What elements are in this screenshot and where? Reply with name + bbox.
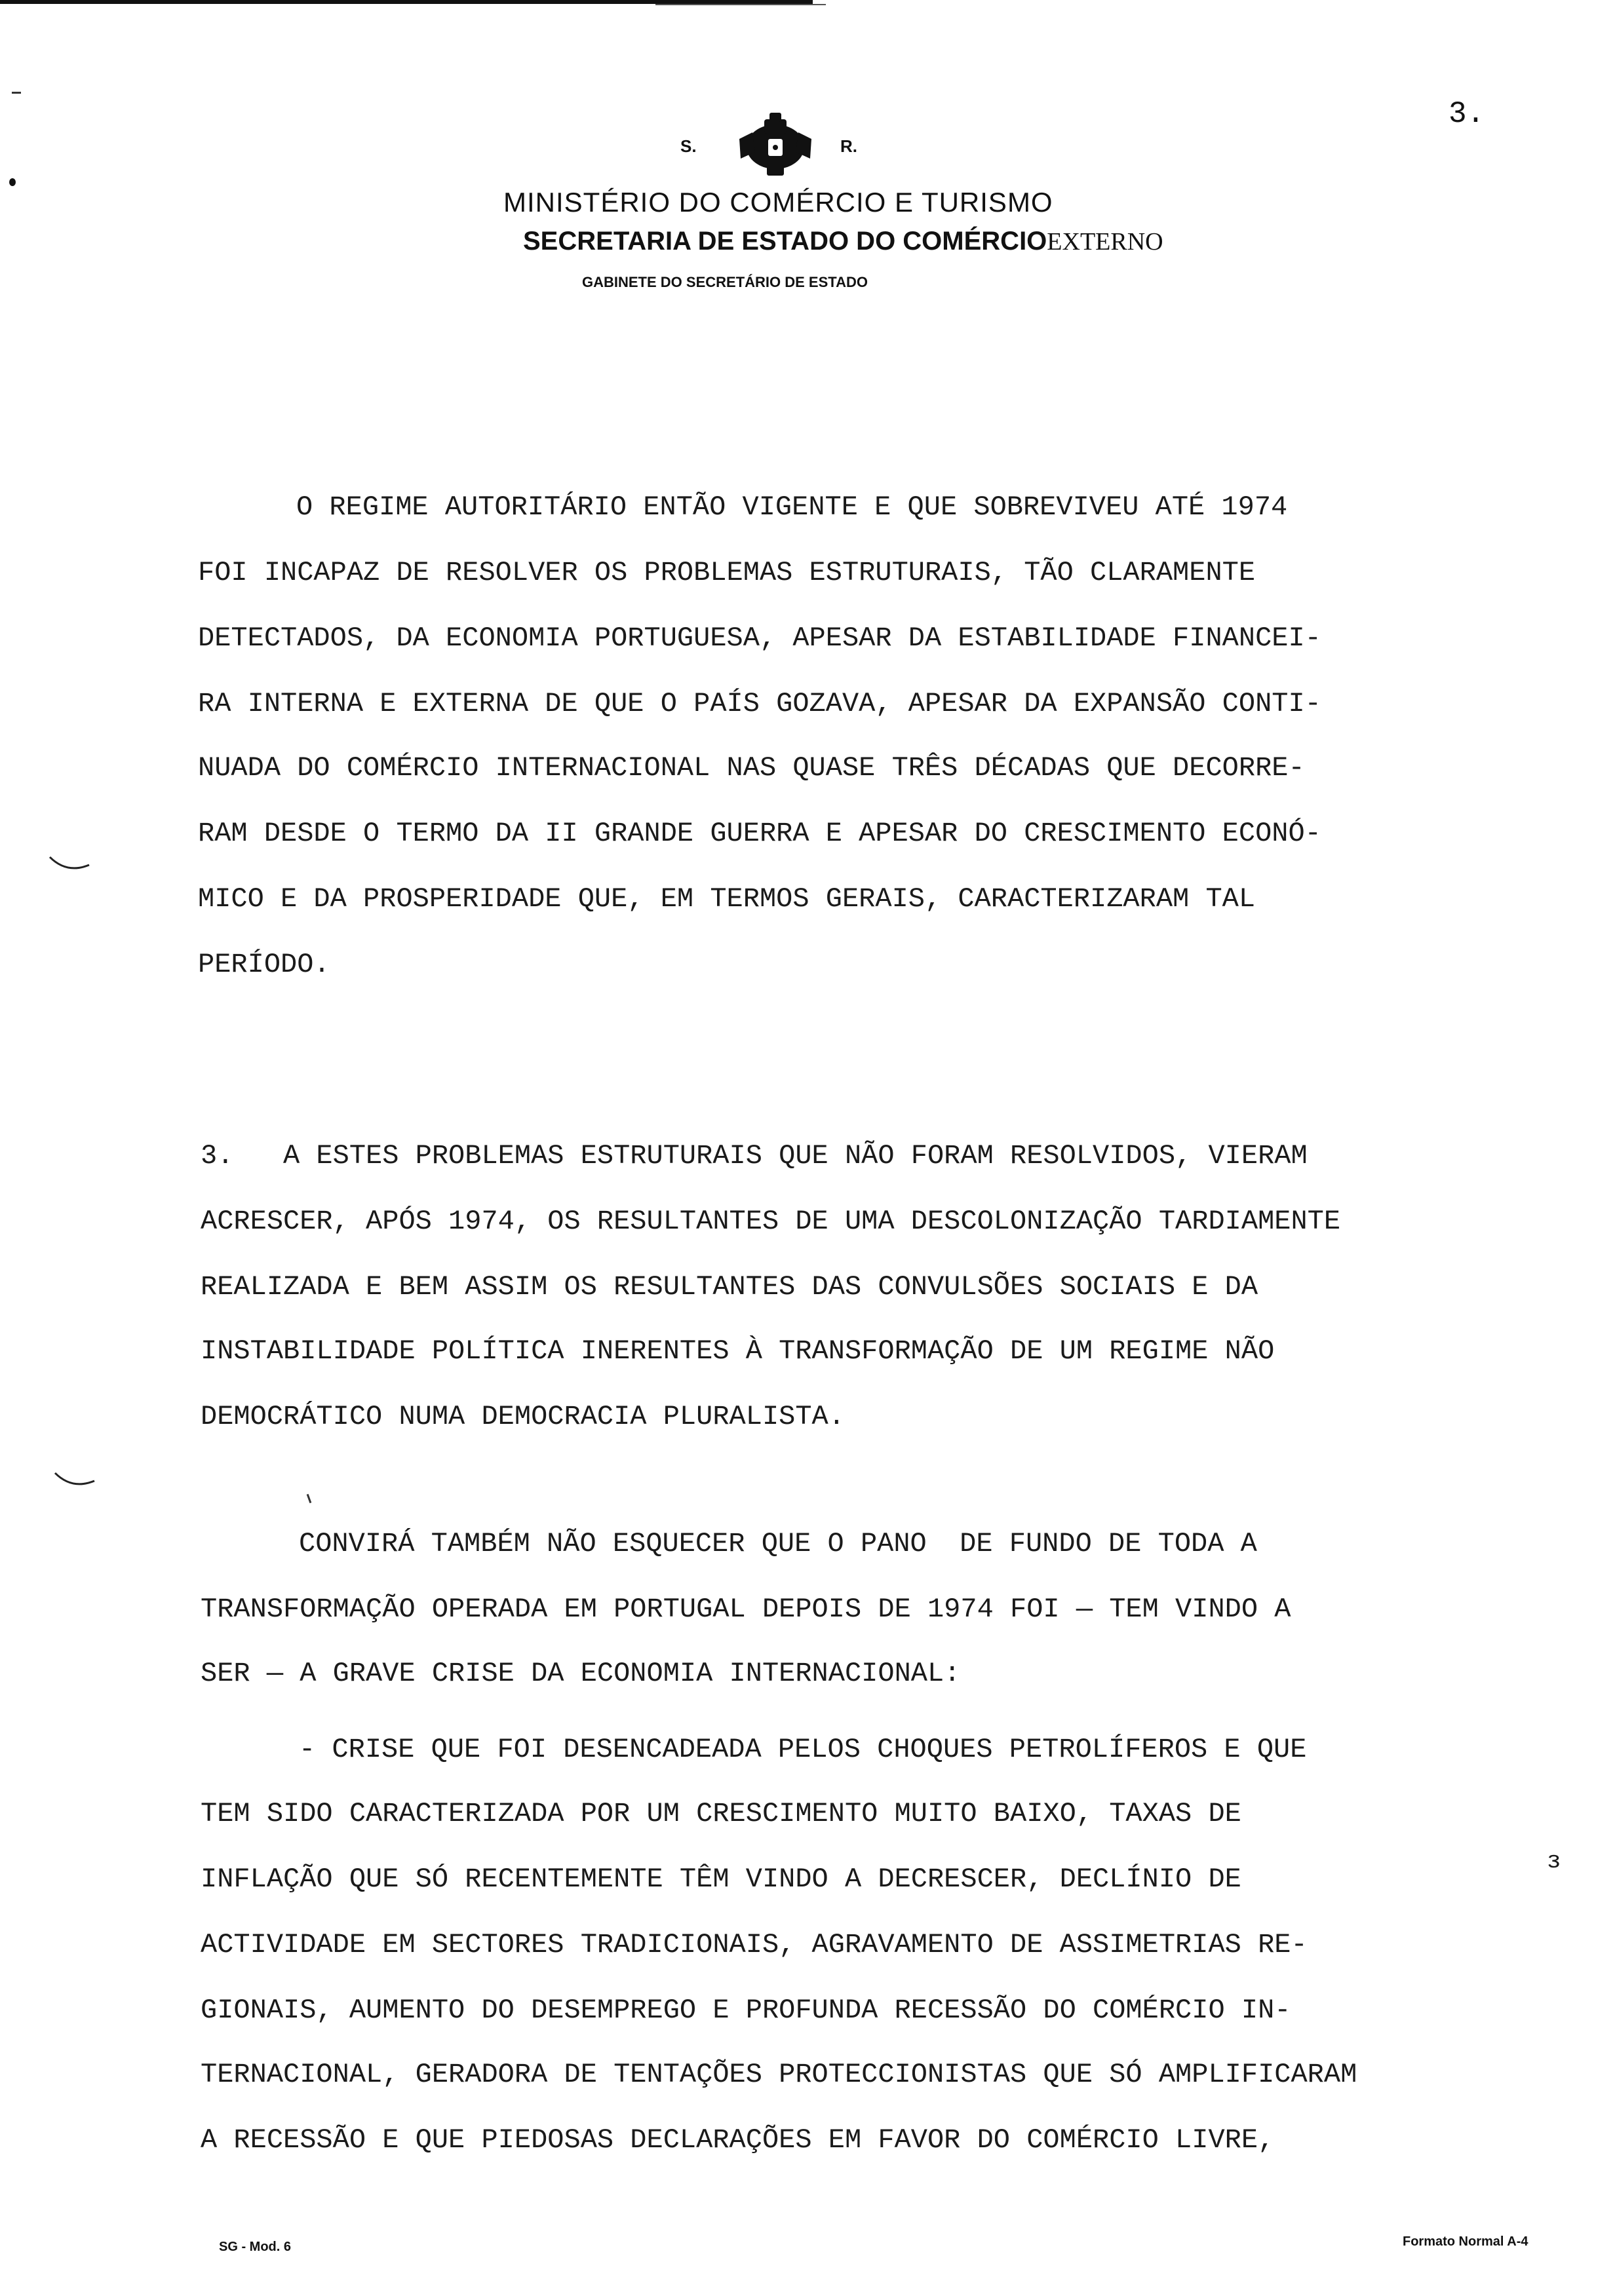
text-line: CONVIRÁ TAMBÉM NÃO ESQUECER QUE O PANO DE FUNDO DE TODA A	[299, 1528, 1257, 1559]
text-line: O REGIME AUTORITÁRIO ENTÃO VIGENTE E QUE SOBREVIVEU ATÉ 1974	[296, 491, 1288, 523]
text-line: GIONAIS, AUMENTO DO DESEMPREGO E PROFUNDA RECESSÃO DO COMÉRCIO IN-	[201, 1995, 1291, 2026]
letterhead-seal	[669, 113, 878, 178]
text-line: DETECTADOS, DA ECONOMIA PORTUGUESA, APESAR DA ESTABILIDADE FINANCEI-	[198, 622, 1321, 654]
text-line: FOI INCAPAZ DE RESOLVER OS PROBLEMAS ESTRUTURAIS, TÃO CLARAMENTE	[198, 557, 1256, 588]
text-line: ACTIVIDADE EM SECTORES TRADICIONAIS, AGRAVAMENTO DE ASSIMETRIAS RE-	[201, 1929, 1308, 1961]
coat-of-arms-icon	[726, 113, 825, 178]
text-line: SER — A GRAVE CRISE DA ECONOMIA INTERNACIONAL:	[201, 1658, 961, 1689]
seal-right-letter: R.	[840, 136, 857, 156]
text-line: ACRESCER, APÓS 1974, OS RESULTANTES DE UMA DESCOLONIZAÇÃO TARDIAMENTE	[201, 1206, 1341, 1237]
text-line: PERÍODO.	[198, 949, 330, 980]
text-line: TEM SIDO CARACTERIZADA POR UM CRESCIMENTO MUITO BAIXO, TAXAS DE	[201, 1798, 1241, 1829]
text-line: DEMOCRÁTICO NUMA DEMOCRACIA PLURALISTA.	[201, 1401, 845, 1432]
margin-curve-mark-2	[52, 1468, 98, 1494]
seal-left-letter: S.	[680, 136, 697, 156]
gabinete-heading: GABINETE DO SECRETÁRIO DE ESTADO	[582, 274, 868, 290]
margin-dot-mark	[9, 178, 16, 186]
page-number: 3.	[1449, 97, 1485, 131]
text-line: TERNACIONAL, GERADORA DE TENTAÇÕES PROTECCIONISTAS QUE SÓ AMPLIFICARAM	[201, 2059, 1357, 2090]
text-line: MICO E DA PROSPERIDADE QUE, EM TERMOS GERAIS, CARACTERIZARAM TAL	[198, 883, 1256, 915]
right-margin-mark: ɜ	[1547, 1848, 1561, 1875]
paper-format-footer: Formato Normal A-4	[1403, 2234, 1528, 2249]
secretaria-bold-text: SECRETARIA DE ESTADO DO COMÉRCIO	[523, 227, 1047, 256]
text-line: A RECESSÃO E QUE PIEDOSAS DECLARAÇÕES EM FAVOR DO COMÉRCIO LIVRE,	[201, 2124, 1275, 2156]
ministry-heading: MINISTÉRIO DO COMÉRCIO E TURISMO	[503, 187, 1053, 218]
scan-top-rule-tail	[655, 4, 826, 5]
text-line: TRANSFORMAÇÃO OPERADA EM PORTUGAL DEPOIS DE 1974 FOI — TEM VINDO A	[201, 1594, 1291, 1625]
secretaria-heading	[523, 227, 1163, 256]
text-line: REALIZADA E BEM ASSIM OS RESULTANTES DAS CONVULSÕES SOCIAIS E DA	[201, 1271, 1258, 1303]
margin-curve-mark-1	[47, 852, 93, 878]
text-line: - CRISE QUE FOI DESENCADEADA PELOS CHOQUES PETROLÍFEROS E QUE	[299, 1734, 1307, 1765]
text-line: 3. A ESTES PROBLEMAS ESTRUTURAIS QUE NÃO FORAM RESOLVIDOS, VIERAM	[201, 1140, 1308, 1172]
secretaria-tail-text: EXTERNO	[1047, 228, 1163, 256]
text-line: INFLAÇÃO QUE SÓ RECENTEMENTE TÊM VINDO A DECRESCER, DECLÍNIO DE	[201, 1864, 1241, 1895]
text-line: NUADA DO COMÉRCIO INTERNACIONAL NAS QUASE TRÊS DÉCADAS QUE DECORRE-	[198, 752, 1305, 784]
text-line: RA INTERNA E EXTERNA DE QUE O PAÍS GOZAVA, APESAR DA EXPANSÃO CONTI-	[198, 688, 1321, 719]
text-line: INSTABILIDADE POLÍTICA INERENTES À TRANSFORMAÇÃO DE UM REGIME NÃO	[201, 1335, 1275, 1367]
margin-dash-mark	[12, 92, 21, 94]
form-code-footer: SG - Mod. 6	[219, 2240, 291, 2254]
margin-tick-mark	[307, 1494, 312, 1503]
text-line: RAM DESDE O TERMO DA II GRANDE GUERRA E APESAR DO CRESCIMENTO ECONÓ-	[198, 818, 1321, 849]
